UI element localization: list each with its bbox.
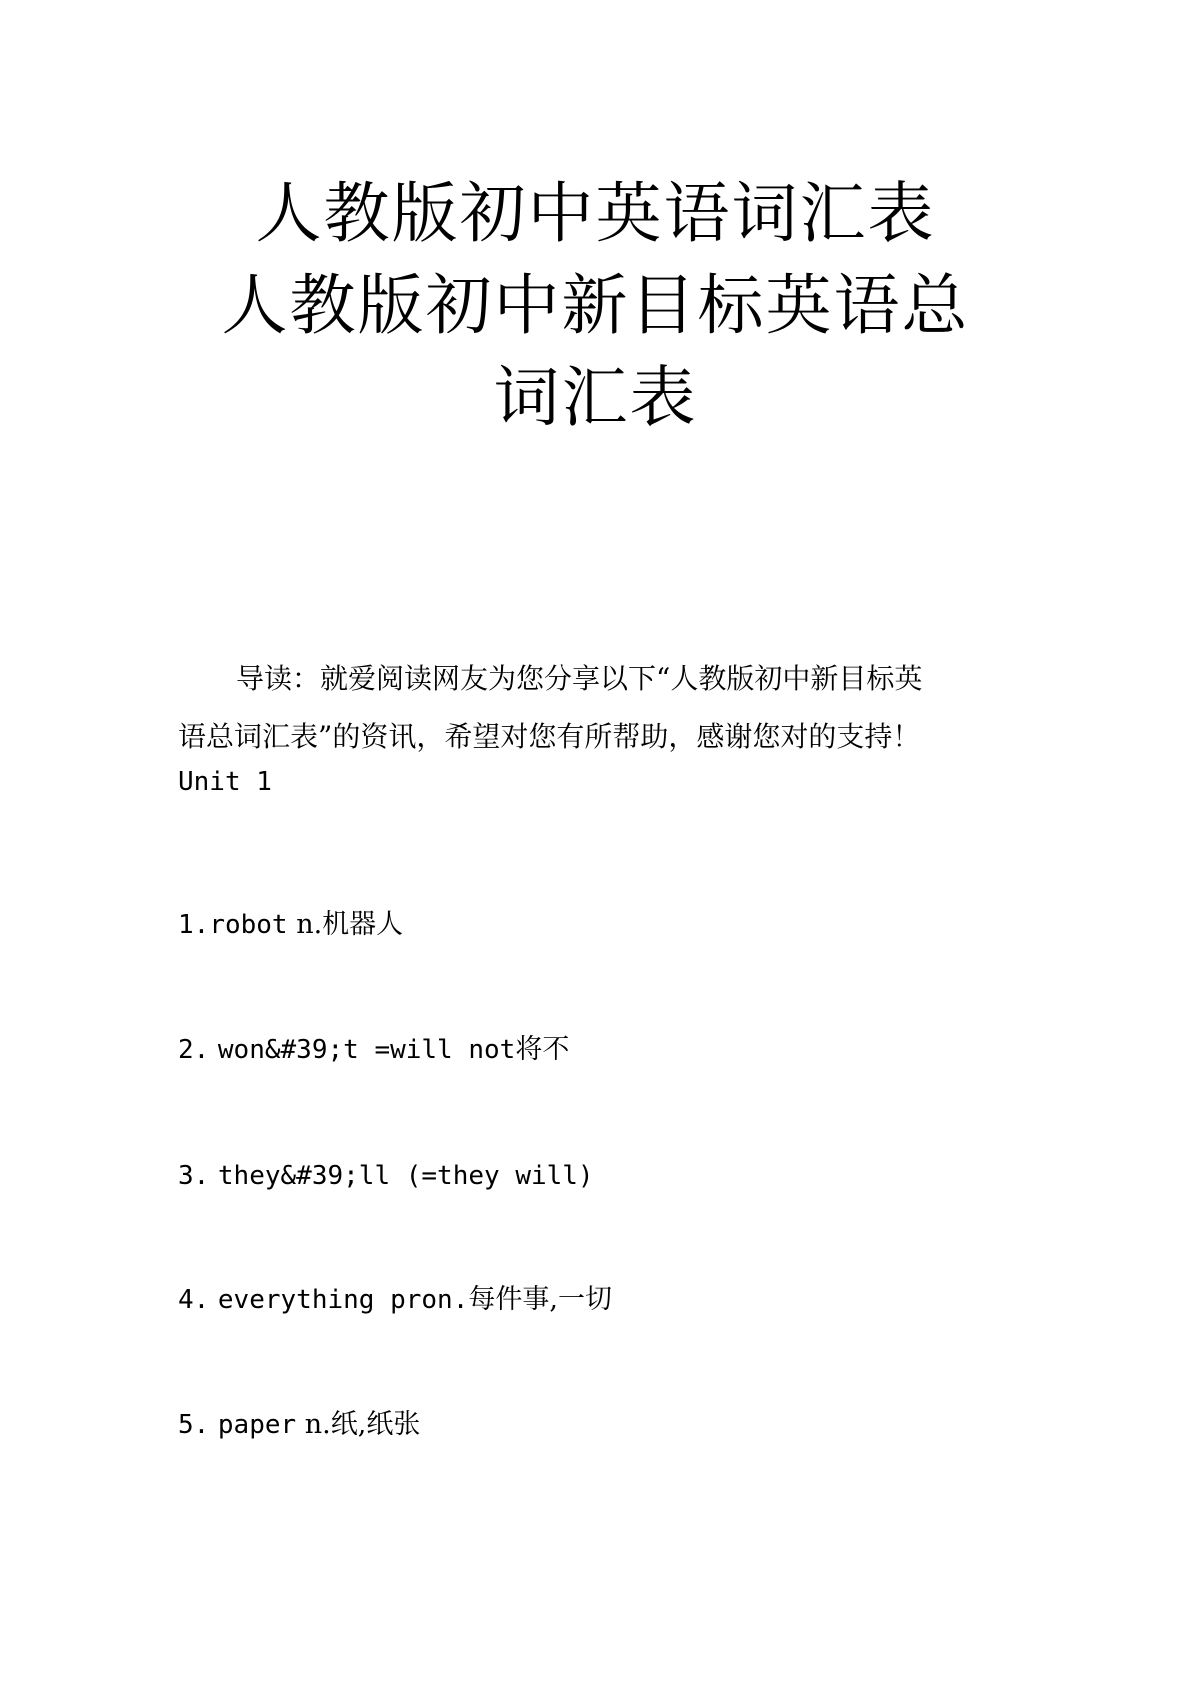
title-line-3: 词汇表 — [493, 359, 698, 436]
vocab-meaning: 机器人 — [322, 909, 404, 940]
vocab-meaning: 每件事,一切 — [468, 1284, 612, 1315]
vocab-number: 3. — [178, 1161, 210, 1191]
vocab-word: won&#39;t =will not — [217, 1035, 516, 1065]
vocab-pos: n. — [296, 909, 323, 940]
unit-heading: Unit 1 — [178, 767, 272, 797]
intro-line-2: 语总词汇表”的资讯，希望对您有所帮助，感谢您对的支持！ — [178, 720, 921, 753]
vocab-number: 5. — [178, 1410, 210, 1440]
vocab-item — [178, 905, 403, 945]
intro-line-1: 导读：就爱阅读网友为您分享以下“人教版初中新目标英 — [236, 662, 923, 695]
vocab-word: everything pron. — [217, 1285, 469, 1315]
vocab-meaning: 将不 — [515, 1034, 570, 1065]
vocab-meaning: 纸,纸张 — [330, 1409, 421, 1440]
vocab-item — [178, 1280, 612, 1320]
document-title — [0, 168, 1191, 444]
title-line-1: 人教版初中英语词汇表 — [255, 175, 936, 252]
vocab-item — [178, 1405, 420, 1445]
vocab-number: 4. — [178, 1285, 210, 1315]
vocab-pos: n. — [304, 1409, 331, 1440]
vocab-number: 1. — [178, 910, 210, 940]
vocab-word: paper — [217, 1410, 297, 1440]
vocab-item — [178, 1156, 594, 1196]
title-line-2: 人教版初中新目标英语总 — [221, 267, 970, 344]
vocab-word: robot — [209, 910, 288, 940]
intro-paragraph — [178, 650, 1018, 766]
vocab-word: they&#39;ll (=they will) — [217, 1161, 594, 1191]
vocab-item — [178, 1030, 569, 1070]
vocab-number: 2. — [178, 1035, 210, 1065]
